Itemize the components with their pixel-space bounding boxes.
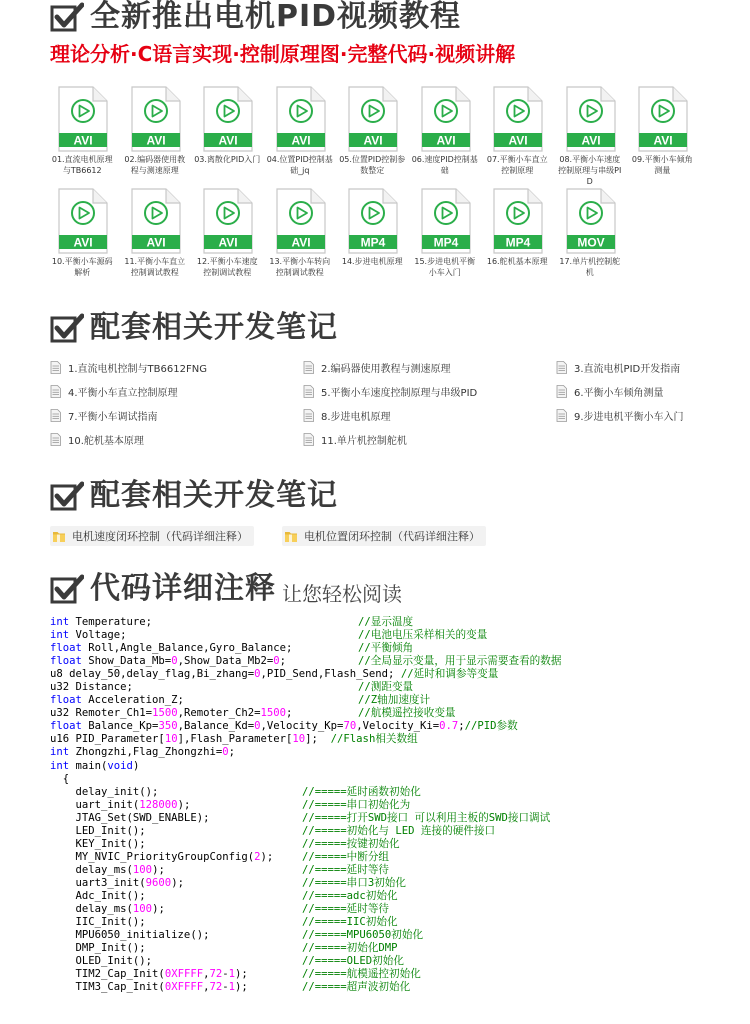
section-heading-videos [50, 2, 461, 32]
note-document[interactable] [556, 360, 730, 374]
note-label: 6.平衡小车倾角测量 [574, 387, 664, 399]
code-comment: //=====MPU6050初始化 [302, 929, 424, 942]
code-line [50, 838, 740, 851]
code-text: delay_ms(100); [50, 903, 165, 916]
code-line [50, 681, 740, 694]
video-file-icon [200, 188, 254, 254]
file-type-label: MP4 [433, 235, 459, 250]
code-line [50, 760, 740, 773]
code-folder[interactable] [282, 526, 486, 546]
document-icon [556, 361, 567, 374]
video-file[interactable] [626, 86, 699, 187]
video-file-icon [273, 188, 327, 254]
code-text: DMP_Init(); [50, 942, 146, 955]
code-line [50, 929, 740, 942]
video-file-label: 01.直流电机原理与TB6612 [51, 155, 113, 175]
file-type-label: AVI [653, 133, 673, 148]
note-document[interactable] [50, 384, 303, 398]
note-document[interactable] [556, 384, 730, 398]
file-type-label: AVI [73, 133, 93, 148]
file-type-label: AVI [146, 235, 166, 250]
video-file[interactable] [264, 188, 337, 278]
code-text: OLED_Init(); [50, 955, 153, 968]
video-file-label: 16.舵机基本原理 [486, 257, 548, 266]
code-line [50, 942, 740, 955]
video-file[interactable] [119, 86, 192, 187]
video-file-icon [563, 86, 617, 152]
video-file-icon [490, 86, 544, 152]
section-subtitle: 理论分析·C语言实现·控制原理图·完整代码·视频讲解 [50, 42, 516, 66]
video-file-icon [128, 86, 182, 152]
file-type-label: AVI [291, 133, 311, 148]
code-line [50, 694, 740, 707]
code-comment: //=====初始化DMP [302, 942, 398, 955]
video-file-icon [345, 188, 399, 254]
code-text: TIM2_Cap_Init(0XFFFF,72-1); [50, 968, 248, 981]
video-file[interactable] [119, 188, 192, 278]
code-text: int Voltage; [50, 629, 127, 642]
code-line [50, 877, 740, 890]
code-text: float Balance_Kp=350,Balance_Kd=0,Velocity_Kp=70,Velocity_Ki=0.7;//PID参数 [50, 720, 518, 733]
code-text: MPU6050_initialize(); [50, 929, 210, 942]
section-subtitle: 让您轻松阅读 [282, 582, 402, 606]
code-text: { [50, 772, 70, 785]
code-comment: //=====中断分组 [302, 850, 390, 863]
code-line [50, 668, 740, 681]
code-listing [50, 616, 740, 994]
file-type-label: AVI [363, 133, 383, 148]
checkbox-icon [50, 313, 84, 343]
code-text: float Acceleration_Z; [50, 694, 184, 707]
video-file-label: 09.平衡小车倾角测量 [631, 155, 693, 175]
code-comment: //=====延时等待 [302, 903, 390, 916]
note-label: 5.平衡小车速度控制原理与串级PID [321, 387, 478, 399]
video-file-icon [55, 86, 109, 152]
code-comment: //测距变量 [358, 681, 414, 694]
file-type-label: AVI [581, 133, 601, 148]
note-label: 9.步进电机平衡小车入门 [574, 411, 684, 423]
document-icon [303, 409, 314, 422]
code-line [50, 825, 740, 838]
video-file-label: 07.平衡小车直立控制原理 [486, 155, 548, 175]
note-label: 10.舵机基本原理 [68, 435, 144, 447]
video-file-icon [200, 86, 254, 152]
note-document[interactable] [303, 384, 556, 398]
code-line [50, 720, 740, 733]
code-text: float Roll,Angle_Balance,Gyro_Balance; [50, 642, 293, 655]
video-row-1 [46, 86, 699, 187]
note-label: 4.平衡小车直立控制原理 [68, 387, 178, 399]
video-file-label: 13.平衡小车转向控制调试教程 [269, 257, 331, 277]
code-comment: //显示温度 [358, 616, 414, 628]
document-icon [303, 433, 314, 446]
code-text: uart_init(128000); [50, 798, 191, 811]
document-icon [556, 385, 567, 398]
code-text: JTAG_Set(SWD_ENABLE); [50, 811, 210, 824]
code-text: KEY_Init(); [50, 837, 146, 850]
code-comment: //=====打开SWD接口 可以利用主板的SWD接口调试 [302, 811, 551, 824]
note-document[interactable] [50, 432, 303, 446]
video-row-2 [46, 188, 626, 278]
code-line [50, 916, 740, 929]
video-file-icon [490, 188, 544, 254]
note-label: 7.平衡小车调试指南 [68, 411, 158, 423]
code-line [50, 707, 740, 720]
video-file[interactable] [191, 188, 264, 278]
code-line [50, 655, 740, 668]
video-file-label: 10.平衡小车源码解析 [51, 257, 113, 277]
note-document[interactable] [50, 360, 303, 374]
video-file-label: 05.位置PID控制参数整定 [339, 155, 406, 175]
section-title: 配套相关开发笔记 [90, 310, 338, 345]
code-line [50, 864, 740, 877]
code-line [50, 903, 740, 916]
file-type-label: AVI [218, 235, 238, 250]
code-line [50, 955, 740, 968]
video-file[interactable] [481, 86, 554, 187]
video-file[interactable] [554, 188, 627, 278]
video-file-label: 08.平衡小车速度控制原理与串级PID [558, 155, 622, 186]
code-comment: //=====初始化与 LED 连接的硬件接口 [302, 824, 496, 837]
code-comment: //=====超声波初始化 [302, 981, 411, 994]
file-type-label: AVI [73, 235, 93, 250]
code-text: u16 PID_Parameter[10],Flash_Parameter[10]; //Flash相关数组 [50, 733, 418, 746]
code-text: int Zhongzhi,Flag_Zhongzhi=0; [50, 746, 235, 759]
section-heading-notes [50, 310, 338, 345]
note-label: 3.直流电机PID开发指南 [574, 363, 681, 375]
note-document[interactable] [556, 408, 730, 422]
code-text: int main(void) [50, 759, 140, 772]
code-text: float Show_Data_Mb=0,Show_Data_Mb2=0; [50, 655, 287, 668]
code-text: delay_ms(100); [50, 863, 165, 876]
file-type-label: AVI [146, 133, 166, 148]
section-heading-code [50, 571, 402, 606]
code-text: delay_init(); [50, 785, 159, 798]
folder-list [50, 526, 514, 546]
code-comment: //=====串口3初始化 [302, 876, 406, 889]
video-file[interactable] [554, 86, 627, 187]
note-document[interactable] [303, 408, 556, 422]
code-text: u32 Remoter_Ch1=1500,Remoter_Ch2=1500; [50, 707, 293, 720]
video-file[interactable] [264, 86, 337, 187]
folder-label: 电机位置闭环控制（代码详细注释） [304, 530, 480, 543]
checkbox-icon [50, 574, 84, 604]
code-line [50, 799, 740, 812]
video-file[interactable] [481, 188, 554, 278]
video-file-label: 04.位置PID控制基础_jq [266, 155, 333, 175]
code-line [50, 890, 740, 903]
code-comment: //=====adc初始化 [302, 889, 398, 902]
code-text: uart3_init(9600); [50, 876, 184, 889]
video-file-icon [563, 188, 617, 254]
document-icon [50, 361, 61, 374]
code-comment: //=====按键初始化 [302, 837, 400, 850]
file-type-label: AVI [436, 133, 456, 148]
video-file-label: 17.单片机控制舵机 [559, 257, 621, 277]
video-file[interactable] [191, 86, 264, 187]
note-label: 11.单片机控制舵机 [321, 435, 407, 447]
section-title: 配套相关开发笔记 [90, 478, 338, 513]
video-file[interactable] [336, 86, 409, 187]
note-document[interactable] [303, 432, 556, 446]
file-type-label: AVI [291, 235, 311, 250]
code-comment: //平衡倾角 [358, 642, 414, 655]
code-text: IIC_Init(); [50, 916, 146, 929]
video-file-label: 06.速度PID控制基础 [411, 155, 478, 175]
video-file-icon [418, 86, 472, 152]
code-line [50, 642, 740, 655]
video-file-label: 03.离散化PID入门 [194, 155, 261, 164]
code-line [50, 812, 740, 825]
file-type-label: AVI [218, 133, 238, 148]
file-type-label: MP4 [505, 235, 531, 250]
folder-icon [52, 530, 66, 543]
file-type-label: AVI [508, 133, 528, 148]
video-file-icon [418, 188, 472, 254]
document-icon [50, 433, 61, 446]
code-line [50, 851, 740, 864]
code-line [50, 616, 740, 629]
code-line [50, 629, 740, 642]
code-text: MY_NVIC_PriorityGroupConfig(2); [50, 850, 274, 863]
video-file[interactable] [46, 188, 119, 278]
document-icon [303, 385, 314, 398]
code-comment: //=====串口初始化为 [302, 798, 411, 811]
code-comment: //=====延时等待 [302, 863, 390, 876]
code-line [50, 773, 740, 786]
video-file[interactable] [336, 188, 409, 278]
video-file-label: 11.平衡小车直立控制调试教程 [124, 257, 186, 277]
code-comment: //=====OLED初始化 [302, 955, 404, 968]
notes-list [50, 360, 730, 446]
code-text: int Temperature; [50, 616, 153, 628]
document-icon [556, 409, 567, 422]
video-file-icon [273, 86, 327, 152]
section-heading-folders [50, 478, 338, 513]
code-line [50, 746, 740, 759]
checkbox-icon [50, 481, 84, 511]
code-line [50, 981, 740, 994]
document-icon [50, 409, 61, 422]
video-file-label: 15.步进电机平衡小车入门 [414, 257, 476, 277]
document-icon [303, 361, 314, 374]
code-line [50, 968, 740, 981]
video-file-icon [345, 86, 399, 152]
note-label: 8.步进电机原理 [321, 411, 391, 423]
folder-label: 电机速度闭环控制（代码详细注释） [72, 530, 248, 543]
video-file[interactable] [46, 86, 119, 187]
folder-icon [284, 530, 298, 543]
code-text: LED_Init(); [50, 824, 146, 837]
section-title: 全新推出电机PID视频教程 [90, 0, 462, 34]
file-type-label: MP4 [360, 235, 386, 250]
note-document[interactable] [50, 408, 303, 422]
video-file[interactable] [409, 188, 482, 278]
code-text: TIM3_Cap_Init(0XFFFF,72-1); [50, 981, 248, 994]
file-type-label: MOV [577, 235, 605, 250]
video-file-label: 12.平衡小车速度控制调试教程 [196, 257, 258, 277]
code-comment: //全局显示变量，用于显示需要查看的数据 [358, 655, 562, 668]
video-file-icon [635, 86, 689, 152]
code-comment: //电池电压采样相关的变量 [358, 629, 488, 642]
code-comment: //=====延时函数初始化 [302, 785, 421, 798]
code-comment: //Z轴加速度计 [358, 694, 431, 707]
code-comment: //=====航模遥控初始化 [302, 968, 421, 981]
code-comment: //航模遥控接收变量 [358, 707, 456, 720]
video-file-icon [128, 188, 182, 254]
note-label: 1.直流电机控制与TB6612FNG [68, 363, 207, 375]
video-file-label: 14.步进电机原理 [341, 257, 403, 266]
code-text: u8 delay_50,delay_flag,Bi_zhang=0,PID_Send,Flash_Send; //延时和调参等变量 [50, 668, 499, 681]
code-text: Adc_Init(); [50, 889, 146, 902]
checkbox-icon [50, 2, 84, 32]
code-comment: //=====IIC初始化 [302, 916, 398, 929]
document-icon [50, 385, 61, 398]
code-line [50, 786, 740, 799]
code-text: u32 Distance; [50, 681, 133, 694]
note-label: 2.编码器使用教程与测速原理 [321, 363, 451, 375]
video-file-label: 02.编码器使用教程与测速原理 [124, 155, 186, 175]
code-folder[interactable] [50, 526, 254, 546]
section-title: 代码详细注释 [90, 571, 276, 606]
video-file[interactable] [409, 86, 482, 187]
note-document[interactable] [303, 360, 556, 374]
video-file-icon [55, 188, 109, 254]
code-line [50, 733, 740, 746]
